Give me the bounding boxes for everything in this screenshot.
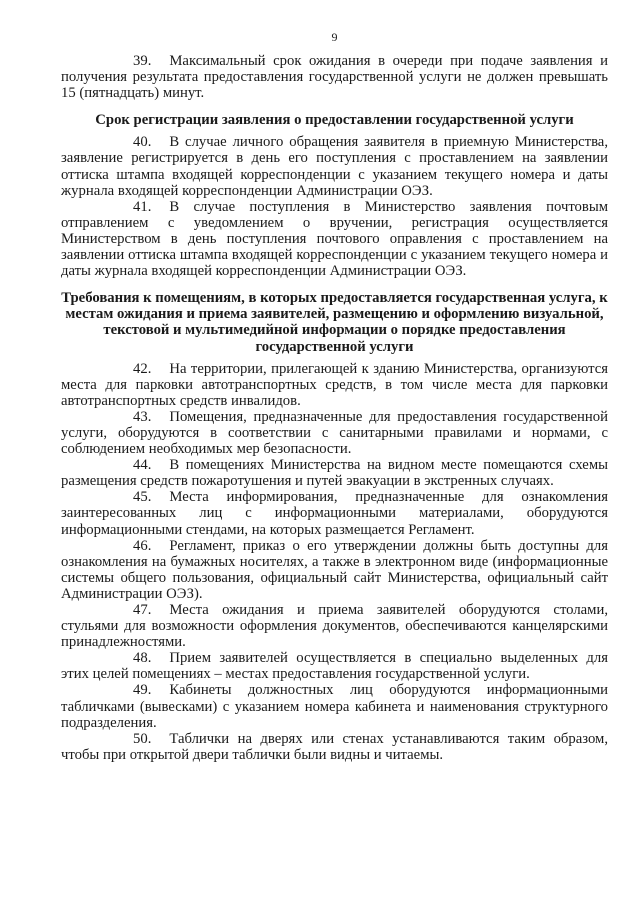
item-text: Кабинеты должностных лиц оборудуются информационными табличками (вывесками) с указанием номера кабинета и наименования структурного подразделения. (61, 682, 608, 731)
section-heading: Срок регистрации заявления о предоставлении государственной услуги (95, 112, 574, 129)
item-number: 48. (133, 650, 152, 667)
item-text: Помещения, предназначенные для предоставления государственной услуги, оборудуются в соответствии с санитарными правилами и нормами, с соблюдением необходимых мер безопасности. (61, 408, 608, 458)
section-heading: Требования к помещениям, в которых предоставляется государственная услуга, к местам ожидания и приема заявителей, размещению и оформлению визуальной, текстовой и мультимедийной информации о порядке предоставления государственной услуги (61, 290, 608, 355)
list-item (61, 731, 608, 763)
list-item (61, 602, 608, 650)
list-item (61, 409, 608, 457)
list-item (61, 134, 608, 198)
item-number: 50. (133, 730, 152, 747)
item-number: 41. (133, 198, 152, 215)
list-item (61, 361, 608, 409)
item-text: Таблички на дверях или стенах устанавливаются таким образом, чтобы при открытой двери таблички были видны и читаемы. (61, 730, 608, 763)
item-text: Регламент, приказ о его утверждении должны быть доступны для ознакомления на бумажных носителях, а также в электронном виде (информационные системы общего пользования, официальный сайт Министерства, официальный сайт Администрации ОЭЗ). (61, 537, 608, 602)
item-text: В случае личного обращения заявителя в приемную Министерства, заявление регистрируется в день его поступления с проставлением на заявлении оттиска штампа входящей корреспонденции с указанием текущего номера и даты журнала входящей корреспонденции Администрации ОЭЗ. (61, 134, 608, 199)
item-text: Места информирования, предназначенные для ознакомления заинтересованных лиц с информационными материалами, оборудуются информационными стендами, на которых размещается Регламент. (61, 489, 608, 538)
item-text: Места ожидания и приема заявителей оборудуются столами, стульями для возможности оформления документов, обеспечиваются канцелярскими принадлежностями. (61, 602, 608, 651)
list-item (61, 538, 608, 602)
item-number: 47. (133, 602, 152, 618)
item-text: В случае поступления в Министерство заявления почтовым отправлением с уведомлением о вручении, регистрация осуществляется Министерством в день поступления почтового оправления с проставлением на заявлении оттиска штампа входящей корреспонденции с указанием текущего номера и даты журнала входящей корреспонденции Администрации ОЭЗ. (61, 198, 608, 280)
list-item (61, 53, 608, 101)
item-text: В помещениях Министерства на видном месте помещаются схемы размещения средств пожаротушения и путей эвакуации в экстренных случаях. (61, 457, 608, 490)
list-item (61, 682, 608, 730)
list-item (61, 199, 608, 279)
item-text: Прием заявителей осуществляется в специально выделенных для этих целей помещениях – местах предоставления государственной услуги. (61, 650, 608, 683)
item-number: 43. (133, 408, 152, 425)
item-number: 46. (133, 537, 152, 554)
list-item (61, 489, 608, 537)
page-number: 9 (331, 30, 338, 44)
list-item (61, 650, 608, 682)
item-number: 42. (133, 360, 152, 377)
item-number: 45. (133, 489, 152, 506)
list-item (61, 457, 608, 489)
item-number: 39. (133, 53, 152, 69)
item-number: 49. (133, 682, 152, 699)
item-number: 40. (133, 134, 152, 151)
item-text: Максимальный срок ожидания в очереди при подаче заявления и получения результата предоставления государственной услуги не должен превышать 15 (пятнадцать) минут. (61, 53, 608, 102)
item-number: 44. (133, 457, 152, 474)
item-text: На территории, прилегающей к зданию Министерства, организуются места для парковки автотранспортных средств, в том числе места для парковки автотранспортных средств инвалидов. (61, 360, 608, 409)
